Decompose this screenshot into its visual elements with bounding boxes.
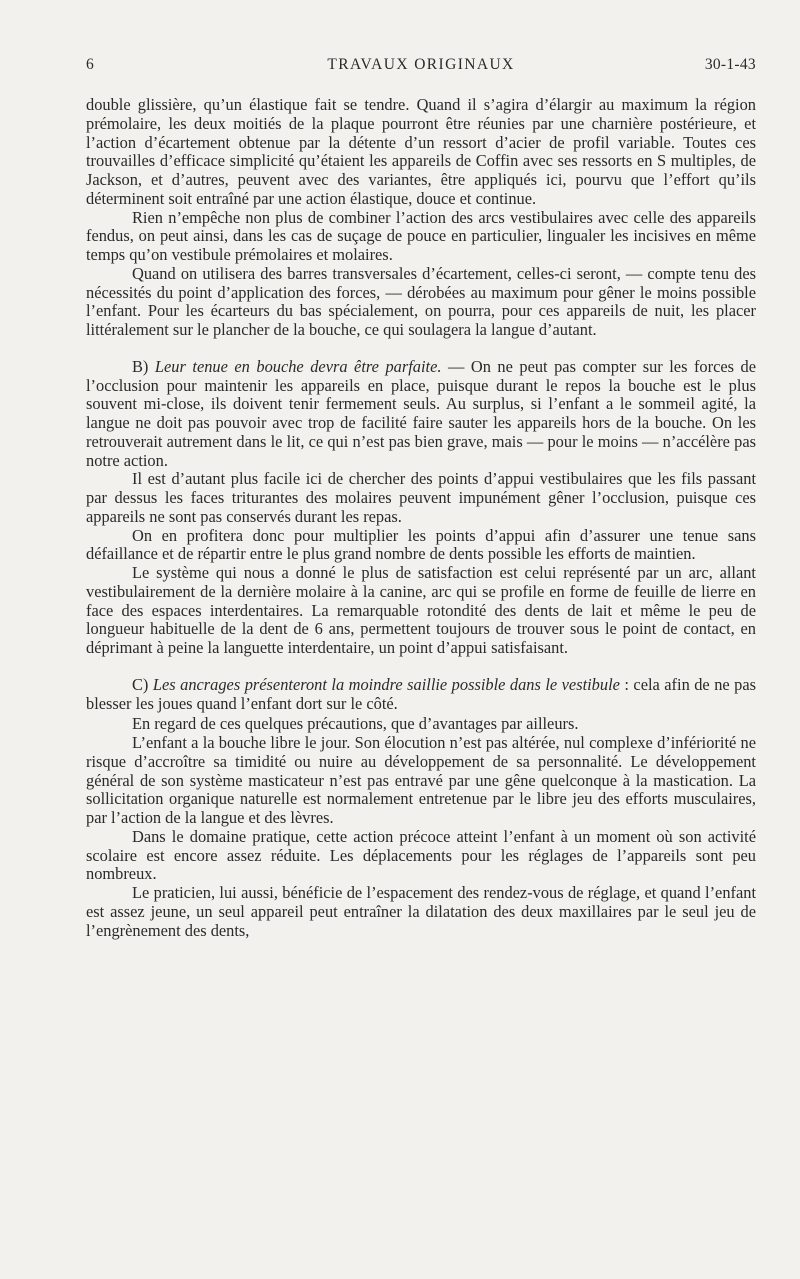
page-number: 6 xyxy=(86,56,95,73)
paragraph: On en profitera donc pour multiplier les points d’appui afin d’assurer une tenue sans défaillance et de répartir entre le plus grand nombre de dents possible les efforts de maintien. xyxy=(86,525,756,564)
paragraph: Rien n’empêche non plus de combiner l’action des arcs vestibulaires avec celle des appareils fendus, on peut ainsi, dans les cas de suçage de pouce en particulier, lingualer les incisives en même temps qu’on vestibule prémolaires et molaires. xyxy=(86,207,756,264)
paragraph: Quand on utilisera des barres transversales d’écartement, celles-ci seront, — compte tenu des nécessités du point d’application des forces, — dérobées au maximum pour gêner le moins possible l’enfant. Pour les écarteurs du bas spécialement, on pourra, pour ces appareils de nuit, les placer littéralement sur le plancher de la bouche, ce qui soulagera la langue d’autant. xyxy=(86,263,756,339)
article-body xyxy=(86,96,756,940)
section-c-paragraph xyxy=(86,676,756,714)
paragraph: Il est d’autant plus facile ici de chercher des points d’appui vestibulaires que les fils passant par dessus les faces triturantes des molaires peuvent impunément gêner l’occlusion, puisque ces appareils ne sont pas conservés durant les repas. xyxy=(86,469,756,526)
paragraph: Le praticien, lui aussi, bénéficie de l’espacement des rendez-vous de réglage, et quand l’enfant est assez jeune, un seul appareil peut entraîner la dilatation des deux maxillaires par le seul jeu de l’engrènement des dents, xyxy=(86,883,756,940)
section-c-text: : cela afin de ne pas blesser les joues quand l’enfant dort sur le côté. xyxy=(86,674,756,713)
running-header xyxy=(86,56,756,78)
section-b-paragraph xyxy=(86,358,756,471)
section-c-marker: C) xyxy=(132,674,149,694)
paragraph: En regard de ces quelques précautions, que d’avantages par ailleurs. xyxy=(132,714,579,734)
running-title: TRAVAUX ORIGINAUX xyxy=(327,56,515,73)
section-b-marker: B) xyxy=(132,356,149,376)
paragraph-continued: double glissière, qu’un élastique fait se tendre. Quand il s’agira d’élargir au maximum la région prémolaire, les deux moitiés de la plaque pourront être réunies par une charnière postérieure, et l’action d’écartement obtenue par la détente d’un ressort d’acier de profil variable. Toutes ces trouvailles d’efficace simplicité qu’étaient les appareils de Coffin avec ses ressorts en S multiples, de Jackson, et d’autres, peuvent avec des variantes, être appliqués ici, pourvu que l’effort qu’ils déterminent soit entraîné par une action élastique, douce et continue. xyxy=(86,95,756,208)
issue-date: 30-1-43 xyxy=(704,56,756,73)
paragraph: Dans le domaine pratique, cette action précoce atteint l’enfant à un moment où son activité scolaire est encore assez réduite. Les déplacements pour les réglages de l’appareils sont peu nombreux. xyxy=(86,826,756,884)
section-c-heading: Les ancrages présenteront la moindre saillie possible dans le vestibule xyxy=(152,674,620,694)
paragraph: L’enfant a la bouche libre le jour. Son élocution n’est pas altérée, nul complexe d’infériorité ne risque d’accroître sa timidité ou nuire au développement de sa personnalité. Le développement général de son système masticateur n’est pas entravé par une gêne quelconque à la mastication. La sollicitation organique naturelle est normalement entretenue par le libre jeu des efforts musculaires, par l’action de la langue et des lèvres. xyxy=(86,733,756,827)
section-b-text: — On ne peut pas compter sur les forces de l’occlusion pour maintenir les appareils en place, puisque durant le repos la bouche est le plus souvent mi-close, ils doivent tenir fermement seuls. Au surplus, si l’enfant a le sommeil agité, la langue ne doit pas pouvoir avec trop de facilité faire sauter les appareils hors de la bouche. On les retrouverait autrement dans le lit, ce qui n’est pas bien grave, mais — pour le moins — n’accélère pas notre action. xyxy=(86,356,756,470)
section-b-heading: Leur tenue en bouche devra être parfaite. xyxy=(154,356,442,376)
paragraph: Le système qui nous a donné le plus de satisfaction est celui représenté par un arc, allant vestibulairement de la dernière molaire à la canine, arc qui se profile en forme de feuille de lierre en face des espaces interdentaires. La remarquable rotondité des dents de lait et même le peu de longueur habituelle de la dent de 6 ans, permettent toujours de trouver sous le point de contact, en déprimant à peine la languette interdentaire, un point d’appui satisfaisant. xyxy=(86,563,756,657)
